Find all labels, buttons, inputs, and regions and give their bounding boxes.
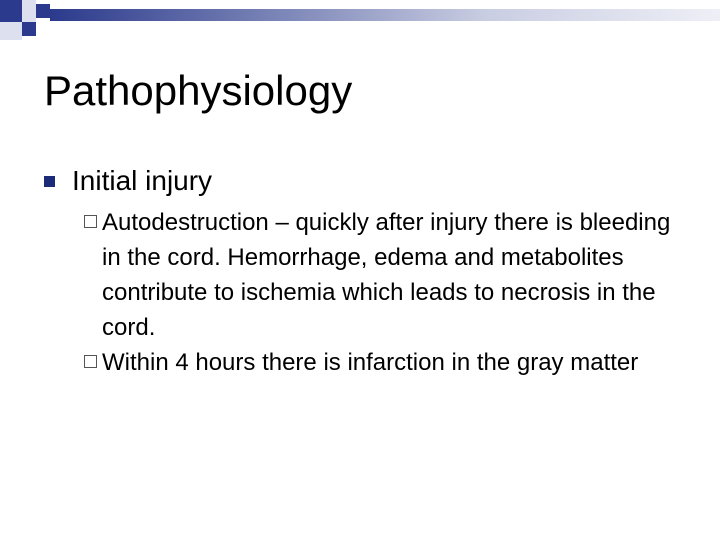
corner-decoration-square [22, 22, 36, 36]
hollow-square-bullet-icon [84, 355, 97, 368]
corner-decoration-square [0, 22, 22, 40]
filled-square-bullet-icon [44, 176, 55, 187]
corner-decoration-square [0, 0, 22, 22]
sub-bullet-text: Within 4 hours there is infarction in the gray matter [102, 349, 639, 376]
header-gradient-bar [50, 9, 720, 21]
bullet-level-2 [84, 345, 684, 380]
hollow-square-bullet-icon [84, 215, 97, 228]
corner-decoration-square [22, 0, 36, 22]
sub-bullet-text: Autodestruction – quickly after injury there is bleeding in the cord. Hemorrhage, edema and metabolites contribute to ischemia which leads to necrosis in the cord. [102, 209, 671, 341]
corner-decoration-square [36, 4, 50, 18]
bullet-text: Initial injury [72, 165, 213, 196]
slide-title: Pathophysiology [44, 67, 353, 114]
bullet-level-2 [84, 205, 684, 345]
